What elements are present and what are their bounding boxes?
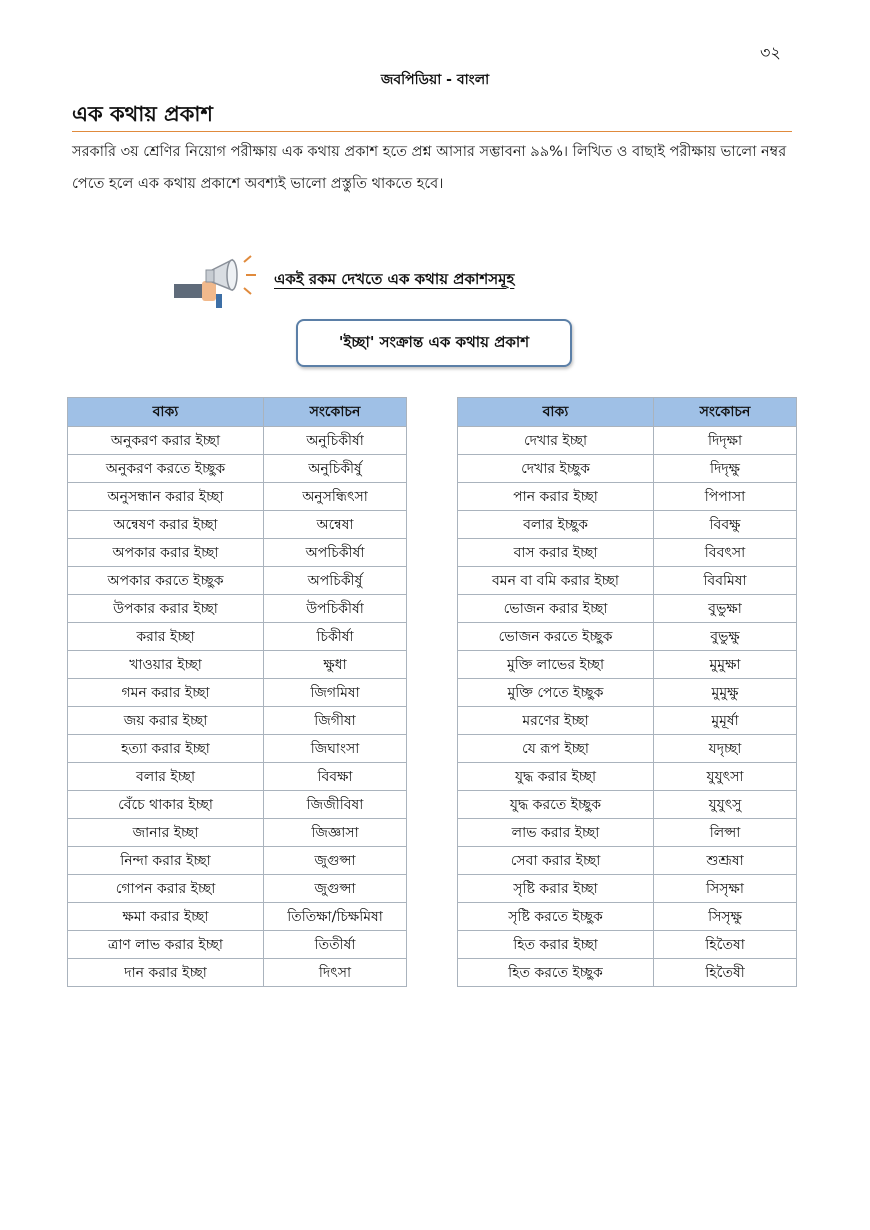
sentence-cell: সৃষ্টি করতে ইচ্ছুক [458, 903, 654, 931]
contraction-cell: অনুচিকীর্ষু [264, 455, 407, 483]
sentence-cell: ভোজন করার ইচ্ছা [458, 595, 654, 623]
topic-box [296, 319, 572, 367]
contraction-cell: অন্বেষা [264, 511, 407, 539]
contraction-cell: জিঘাংসা [264, 735, 407, 763]
table-row [458, 819, 797, 847]
book-title: জবপিডিয়া - বাংলা [380, 72, 490, 88]
contraction-cell: হিতৈষা [654, 931, 797, 959]
table-row [458, 511, 797, 539]
sentence-cell: অপকার করার ইচ্ছা [68, 539, 264, 567]
sentence-cell: বলার ইচ্ছুক [458, 511, 654, 539]
contraction-cell: বিবৎসা [654, 539, 797, 567]
contraction-cell: লিপ্সা [654, 819, 797, 847]
contraction-cell: বিবক্ষু [654, 511, 797, 539]
sentence-cell: গমন করার ইচ্ছা [68, 679, 264, 707]
contraction-cell: জিগমিষা [264, 679, 407, 707]
contraction-cell: যুযুৎসা [654, 763, 797, 791]
table-row [68, 455, 407, 483]
sentence-cell: অপকার করতে ইচ্ছুক [68, 567, 264, 595]
table-row [458, 735, 797, 763]
contraction-cell: সিসৃক্ষা [654, 875, 797, 903]
column-header-contraction: সংকোচন [654, 398, 797, 427]
topic-box-label: 'ইচ্ছা' সংক্রান্ত এক কথায় প্রকাশ [338, 332, 530, 351]
sentence-cell: মুক্তি পেতে ইচ্ছুক [458, 679, 654, 707]
sentence-cell: উপকার করার ইচ্ছা [68, 595, 264, 623]
table-row [68, 875, 407, 903]
sentence-cell: ক্ষমা করার ইচ্ছা [68, 903, 264, 931]
intro-paragraph: সরকারি ৩য় শ্রেণির নিয়োগ পরীক্ষায় এক কথায় প্রকাশ হতে প্রশ্ন আসার সম্ভাবনা ৯৯%। লিখিত ও বাছাই পরীক্ষায় ভালো নম্বর পেতে হলে এক কথায় প্রকাশে অবশ্যই ভালো প্রস্তুতি থাকতে হবে। [72, 144, 787, 192]
sub-heading: একই রকম দেখতে এক কথায় প্রকাশসমূহ [274, 270, 515, 288]
sentence-cell: বাস করার ইচ্ছা [458, 539, 654, 567]
sentence-cell: বমন বা বমি করার ইচ্ছা [458, 567, 654, 595]
contraction-cell: চিকীর্ষা [264, 623, 407, 651]
sentence-cell: ভোজন করতে ইচ্ছুক [458, 623, 654, 651]
sentence-cell: ত্রাণ লাভ করার ইচ্ছা [68, 931, 264, 959]
sentence-cell: যুদ্ধ করতে ইচ্ছুক [458, 791, 654, 819]
table-row [458, 483, 797, 511]
table-header-row [68, 398, 407, 427]
table-row [458, 931, 797, 959]
table-row [458, 567, 797, 595]
table-row [458, 847, 797, 875]
table-row [458, 679, 797, 707]
table-row [458, 707, 797, 735]
sentence-cell: মরণের ইচ্ছা [458, 707, 654, 735]
table-row [68, 651, 407, 679]
contraction-cell: অপচিকীর্ষু [264, 567, 407, 595]
column-header-contraction: সংকোচন [264, 398, 407, 427]
table-row [68, 707, 407, 735]
table-row [68, 511, 407, 539]
sentence-cell: সৃষ্টি করার ইচ্ছা [458, 875, 654, 903]
table-row [68, 427, 407, 455]
table-row [68, 679, 407, 707]
sentence-cell: অনুকরণ করার ইচ্ছা [68, 427, 264, 455]
table-row [68, 595, 407, 623]
sentence-cell: দেখার ইচ্ছা [458, 427, 654, 455]
sentence-cell: অনুসন্ধান করার ইচ্ছা [68, 483, 264, 511]
sentence-cell: জয় করার ইচ্ছা [68, 707, 264, 735]
sentence-cell: লাভ করার ইচ্ছা [458, 819, 654, 847]
table-row [68, 763, 407, 791]
sentence-cell: অন্বেষণ করার ইচ্ছা [68, 511, 264, 539]
table-row [458, 455, 797, 483]
contraction-cell: উপচিকীর্ষা [264, 595, 407, 623]
table-row [458, 623, 797, 651]
sentence-cell: করার ইচ্ছা [68, 623, 264, 651]
sentence-cell: দেখার ইচ্ছুক [458, 455, 654, 483]
contraction-cell: বিবমিষা [654, 567, 797, 595]
table-row [68, 931, 407, 959]
table-row [68, 623, 407, 651]
contraction-cell: শুশ্রূষা [654, 847, 797, 875]
contraction-cell: হিতৈষী [654, 959, 797, 987]
table-row [68, 539, 407, 567]
sentence-cell: অনুকরণ করতে ইচ্ছুক [68, 455, 264, 483]
contraction-cell: মুমূর্ষা [654, 707, 797, 735]
table-row [458, 875, 797, 903]
contraction-cell: অনুচিকীর্ষা [264, 427, 407, 455]
sentence-cell: পান করার ইচ্ছা [458, 483, 654, 511]
contraction-cell: বুভুক্ষা [654, 595, 797, 623]
table-row [458, 903, 797, 931]
table-row [68, 819, 407, 847]
page-number: ৩২ [760, 43, 781, 62]
sentence-cell: বলার ইচ্ছা [68, 763, 264, 791]
contraction-cell: তিতিক্ষা/চিক্ষমিষা [264, 903, 407, 931]
sentence-cell: হিত করতে ইচ্ছুক [458, 959, 654, 987]
sentence-cell: জানার ইচ্ছা [68, 819, 264, 847]
contraction-cell: যদৃচ্ছা [654, 735, 797, 763]
table-row [68, 847, 407, 875]
sentence-cell: খাওয়ার ইচ্ছা [68, 651, 264, 679]
table-row [458, 651, 797, 679]
contraction-cell: জুগুপ্সা [264, 847, 407, 875]
contraction-cell: যুযুৎসু [654, 791, 797, 819]
table-row [458, 959, 797, 987]
words-table-left [67, 397, 407, 987]
table-row [458, 539, 797, 567]
table-row [68, 791, 407, 819]
sentence-cell: যুদ্ধ করার ইচ্ছা [458, 763, 654, 791]
sentence-cell: বেঁচে থাকার ইচ্ছা [68, 791, 264, 819]
table-row [68, 959, 407, 987]
title-divider [72, 131, 792, 132]
sentence-cell: গোপন করার ইচ্ছা [68, 875, 264, 903]
sentence-cell: হিত করার ইচ্ছা [458, 931, 654, 959]
contraction-cell: অপচিকীর্ষা [264, 539, 407, 567]
contraction-cell: ক্ষুধা [264, 651, 407, 679]
sentence-cell: যে রূপ ইচ্ছা [458, 735, 654, 763]
sentence-cell: হত্যা করার ইচ্ছা [68, 735, 264, 763]
contraction-cell: পিপাসা [654, 483, 797, 511]
contraction-cell: জিগীষা [264, 707, 407, 735]
table-row [68, 903, 407, 931]
contraction-cell: তিতীর্ষা [264, 931, 407, 959]
sentence-cell: সেবা করার ইচ্ছা [458, 847, 654, 875]
table-row [68, 567, 407, 595]
words-table-right [457, 397, 797, 987]
contraction-cell: বুভুক্ষু [654, 623, 797, 651]
sentence-cell: নিন্দা করার ইচ্ছা [68, 847, 264, 875]
table-row [458, 595, 797, 623]
table-row [68, 483, 407, 511]
contraction-cell: জুগুপ্সা [264, 875, 407, 903]
contraction-cell: মুমুক্ষা [654, 651, 797, 679]
table-row [458, 763, 797, 791]
sentence-cell: দান করার ইচ্ছা [68, 959, 264, 987]
contraction-cell: দিদৃক্ষু [654, 455, 797, 483]
contraction-cell: দিদৃক্ষা [654, 427, 797, 455]
contraction-cell: বিবক্ষা [264, 763, 407, 791]
sentence-cell: মুক্তি লাভের ইচ্ছা [458, 651, 654, 679]
contraction-cell: জিজ্ঞাসা [264, 819, 407, 847]
table-row [68, 735, 407, 763]
section-title: এক কথায় প্রকাশ [72, 102, 213, 126]
table-row [458, 791, 797, 819]
megaphone-hand-icon [172, 250, 272, 312]
contraction-cell: অনুসন্ধিৎসা [264, 483, 407, 511]
table-header-row [458, 398, 797, 427]
contraction-cell: মুমুক্ষু [654, 679, 797, 707]
contraction-cell: দিৎসা [264, 959, 407, 987]
table-row [458, 427, 797, 455]
column-header-sentence: বাক্য [458, 398, 654, 427]
column-header-sentence: বাক্য [68, 398, 264, 427]
contraction-cell: সিসৃক্ষু [654, 903, 797, 931]
contraction-cell: জিজীবিষা [264, 791, 407, 819]
